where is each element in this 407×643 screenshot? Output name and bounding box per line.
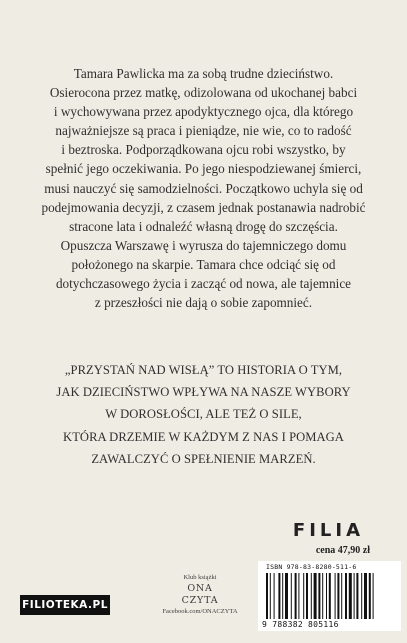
book-club-name-line1: ONA xyxy=(187,583,213,594)
book-club-label: Klub książki xyxy=(183,574,217,581)
blurb-line: dotychczasowego życia i zacząć od nowa, ale tajemnice xyxy=(55,276,352,292)
quote-line: JAK DZIECIŃSTWO WPŁYWA NA NASZE WYBORY xyxy=(56,385,351,400)
blurb-line: stracone lata i odnaleźć własną drogę do szczęścia. xyxy=(69,218,338,234)
price-label: cena 47,90 zł xyxy=(315,545,370,556)
blurb-line: Tamara Pawlicka ma za sobą trudne dzieciństwo. xyxy=(73,66,334,81)
blurb-line: i wychowywana przez apodyktycznego ojca, dla którego xyxy=(53,104,354,120)
blurb-line: najważniejsze są praca i pieniądze, nie wie, co to radość xyxy=(55,123,352,139)
blurb-line: z przeszłości nie dają o sobie zapomnieć. xyxy=(94,295,313,311)
publisher-logo: FILIA xyxy=(292,520,364,541)
quote-line: W DOROSŁOŚCI, ALE TEŻ O SILE, xyxy=(105,407,302,422)
quote-line: ZAWALCZYĆ O SPEŁNIENIE MARZEŃ. xyxy=(91,451,316,466)
book-club-facebook: Facebook.com/ONACZYTA xyxy=(162,608,238,615)
promo-quote xyxy=(18,359,389,470)
blurb-line: Opuszcza Warszawę i wyrusza do tajemniczego domu xyxy=(60,237,347,253)
blurb-line: i beztroska. Podporządkowana ojcu robi wszystko, by xyxy=(61,142,346,158)
quote-line: KTÓRA DRZEMIE W KAŻDYM Z NAS I POMAGA xyxy=(63,429,344,444)
barcode xyxy=(264,573,394,619)
blurb-line: Osierocona przez matkę, odizolowana od ukochanej babci xyxy=(49,85,358,101)
quote-line: „PRZYSTAŃ NAD WISŁĄ” TO HISTORIA O TYM, xyxy=(64,363,343,377)
isbn-barcode-box xyxy=(258,561,401,631)
blurb-line: podejmowania decyzji, z czasem jednak postanawia nadrobić xyxy=(41,199,366,215)
book-blurb xyxy=(18,64,389,312)
filioteka-badge: FILIOTEKA.PL xyxy=(20,595,110,615)
blurb-line: musi nauczyć się samodzielności. Początkowo uchyla się od xyxy=(44,180,363,196)
blurb-line: spełnić jego oczekiwania. Po jego niespodziewanej śmierci, xyxy=(45,161,362,177)
book-club-name-line2: CZYTA xyxy=(181,595,219,606)
blurb-line: położonego na skarpie. Tamara chce odciąć się od xyxy=(71,256,336,272)
book-club-logo xyxy=(158,574,242,616)
isbn-label: ISBN 978-83-8280-511-6 xyxy=(266,563,357,571)
barcode-digits: 9 788382 805116 xyxy=(262,620,339,629)
